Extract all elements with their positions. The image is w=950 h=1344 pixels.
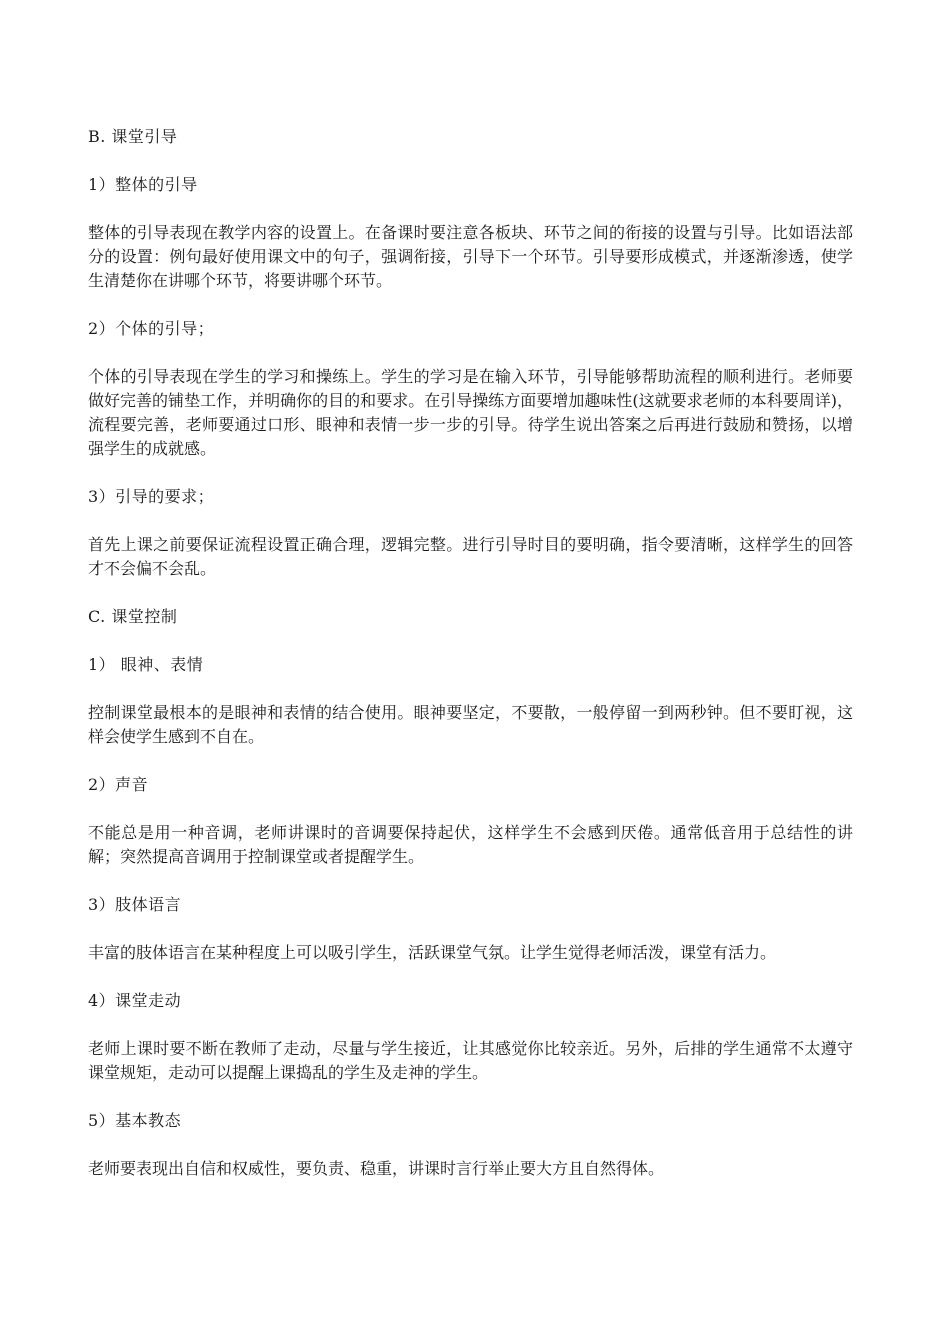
subsection-heading: 1）整体的引导 [88,175,198,194]
subsection-heading: 4）课堂走动 [88,991,182,1010]
subsection-heading: 2）个体的引导； [88,319,215,338]
subsection-heading: 3）肢体语言 [88,895,182,914]
section-heading-c: C. 课堂控制 [88,607,178,626]
subsection-heading: 5）基本教态 [88,1111,182,1130]
subsection-heading: 2）声音 [88,775,149,794]
subsection-heading: 3）引导的要求； [88,487,215,506]
paragraph: 老师上课时要不断在教师了走动，尽量与学生接近，让其感觉你比较亲近。另外，后排的学生通常不太遵守课堂规矩，走动可以提醒上课捣乱的学生及走神的学生。 [88,1039,853,1082]
paragraph: 整体的引导表现在教学内容的设置上。在备课时要注意各板块、环节之间的衔接的设置与引导。比如语法部分的设置：例句最好使用课文中的句子，强调衔接，引导下一个环节。引导要形成模式，并逐渐渗透，使学生清楚你在讲哪个环节，将要讲哪个环节。 [88,223,853,290]
paragraph: 控制课堂最根本的是眼神和表情的结合使用。眼神要坚定，不要散，一般停留一到两秒钟。但不要盯视，这样会使学生感到不自在。 [88,703,853,746]
section-heading-b: B. 课堂引导 [88,127,178,146]
subsection-heading: 1） 眼神、表情 [88,655,204,674]
paragraph: 不能总是用一种音调，老师讲课时的音调要保持起伏，这样学生不会感到厌倦。通常低音用于总结性的讲解；突然提高音调用于控制课堂或者提醒学生。 [88,823,853,866]
document-page [88,125,853,1205]
paragraph: 老师要表现出自信和权威性，要负责、稳重，讲课时言行举止要大方且自然得体。 [88,1159,665,1178]
paragraph: 丰富的肢体语言在某种程度上可以吸引学生，活跃课堂气氛。让学生觉得老师活泼，课堂有活力。 [88,943,777,962]
paragraph: 首先上课之前要保证流程设置正确合理，逻辑完整。进行引导时目的要明确，指令要清晰，这样学生的回答才不会偏不会乱。 [88,535,853,578]
paragraph: 个体的引导表现在学生的学习和操练上。学生的学习是在输入环节，引导能够帮助流程的顺利进行。老师要做好完善的铺垫工作，并明确你的目的和要求。在引导操练方面要增加趣味性(这就要求老师的本科要周详)，流程要完善，老师要通过口形、眼神和表情一步一步的引导。待学生说出答案之后再进行鼓励和赞扬，以增强学生的成就感。 [88,367,853,458]
